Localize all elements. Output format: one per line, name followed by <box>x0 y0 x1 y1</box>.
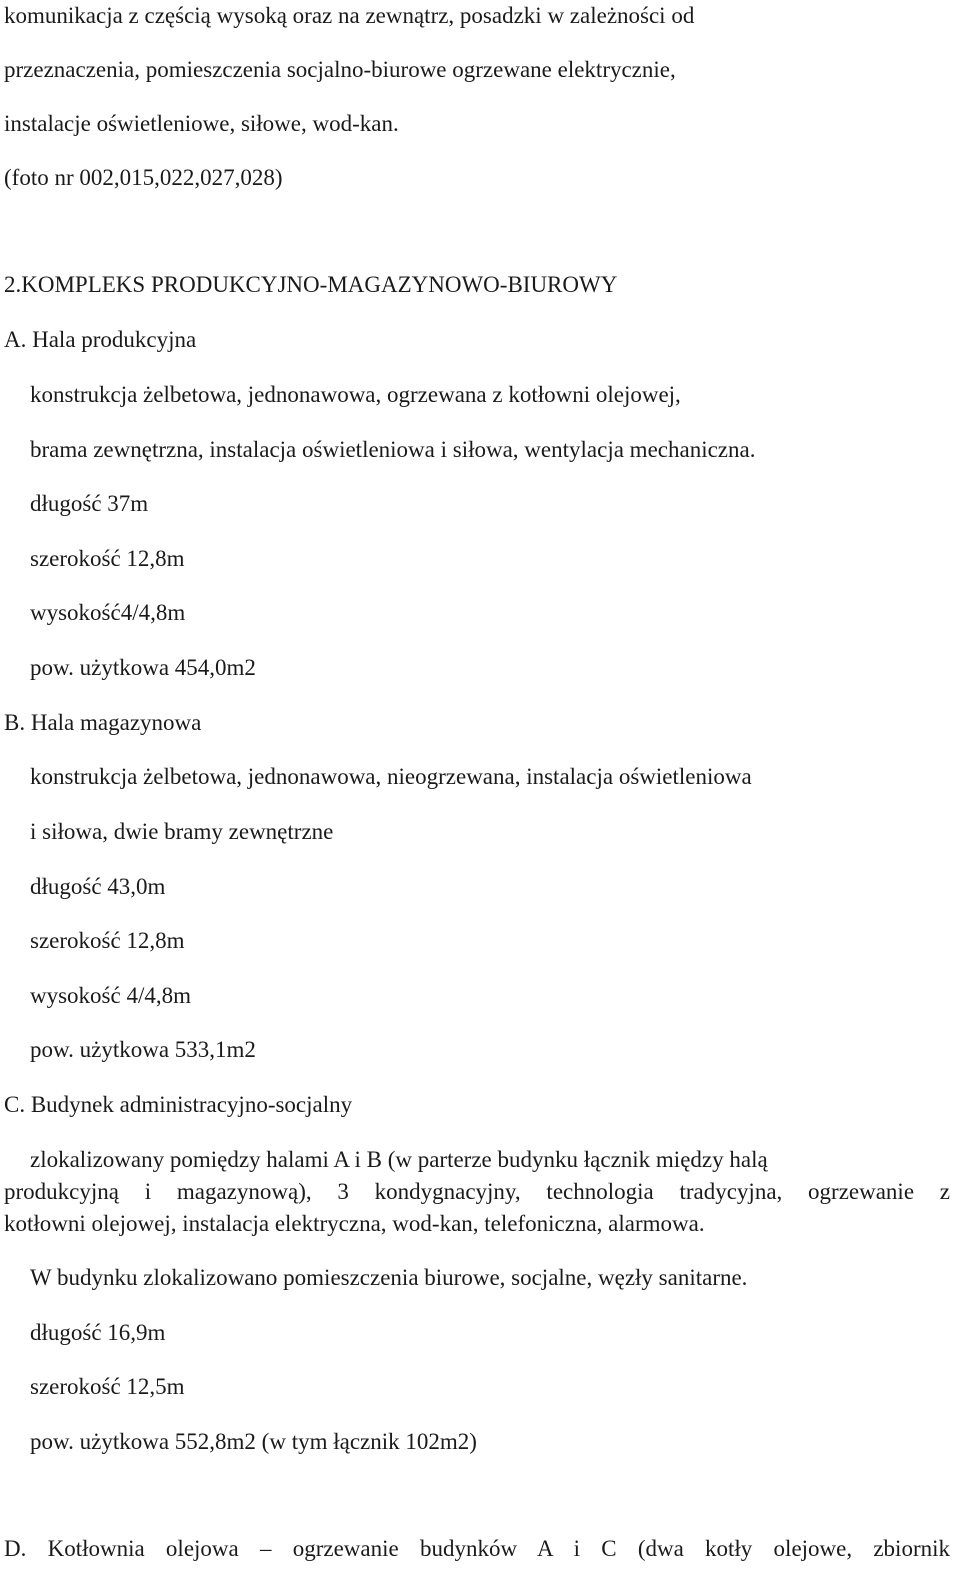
boiler-d-heading: D. Kotłownia olejowa – ogrzewanie budynków A i C (dwa kotły olejowe, zbiornik <box>4 1536 950 1561</box>
intro-line-2: przeznaczenia, pomieszczenia socjalno-biurowe ogrzewane elektrycznie, <box>4 57 676 82</box>
hall-b-area: pow. użytkowa 533,1m2 <box>30 1037 256 1062</box>
hall-b-heading: B. Hala magazynowa <box>4 710 202 735</box>
hall-a-desc-2: brama zewnętrzna, instalacja oświetleniowa i siłowa, wentylacja mechaniczna. <box>30 437 756 462</box>
hall-a-length: długość 37m <box>30 491 149 516</box>
hall-a-desc-1: konstrukcja żelbetowa, jednonawowa, ogrzewana z kotłowni olejowej, <box>30 382 681 407</box>
hall-a-width: szerokość 12,8m <box>30 546 185 571</box>
building-c-desc-3: kotłowni olejowej, instalacja elektryczna, wod-kan, telefoniczna, alarmowa. <box>4 1211 705 1236</box>
building-c-heading: C. Budynek administracyjno-socjalny <box>4 1092 353 1117</box>
intro-line-3: instalacje oświetleniowe, siłowe, wod-kan. <box>4 111 399 136</box>
hall-b-length: długość 43,0m <box>30 874 166 899</box>
hall-a-area: pow. użytkowa 454,0m2 <box>30 655 256 680</box>
hall-b-width: szerokość 12,8m <box>30 928 185 953</box>
intro-photo-ref: (foto nr 002,015,022,027,028) <box>4 165 283 190</box>
building-c-width: szerokość 12,5m <box>30 1374 185 1399</box>
intro-line-1: komunikacja z częścią wysoką oraz na zewnątrz, posadzki w zależności od <box>4 3 695 28</box>
hall-b-desc-2: i siłowa, dwie bramy zewnętrzne <box>30 819 334 844</box>
building-c-length: długość 16,9m <box>30 1320 166 1345</box>
building-c-desc-2: produkcyjną i magazynową), 3 kondygnacyjny, technologia tradycyjna, ogrzewanie z <box>4 1179 950 1204</box>
building-c-desc-1: zlokalizowany pomiędzy halami A i B (w parterze budynku łącznik między halą <box>30 1147 768 1172</box>
hall-a-height: wysokość4/4,8m <box>30 600 186 625</box>
hall-b-height: wysokość 4/4,8m <box>30 983 191 1008</box>
building-c-rooms: W budynku zlokalizowano pomieszczenia biurowe, socjalne, węzły sanitarne. <box>30 1265 748 1290</box>
building-c-area: pow. użytkowa 552,8m2 (w tym łącznik 102m2) <box>30 1429 477 1454</box>
hall-b-desc-1: konstrukcja żelbetowa, jednonawowa, nieogrzewana, instalacja oświetleniowa <box>30 764 752 789</box>
hall-a-heading: A. Hala produkcyjna <box>4 327 197 352</box>
section-heading: 2.KOMPLEKS PRODUKCYJNO-MAGAZYNOWO-BIUROWY <box>4 272 618 297</box>
